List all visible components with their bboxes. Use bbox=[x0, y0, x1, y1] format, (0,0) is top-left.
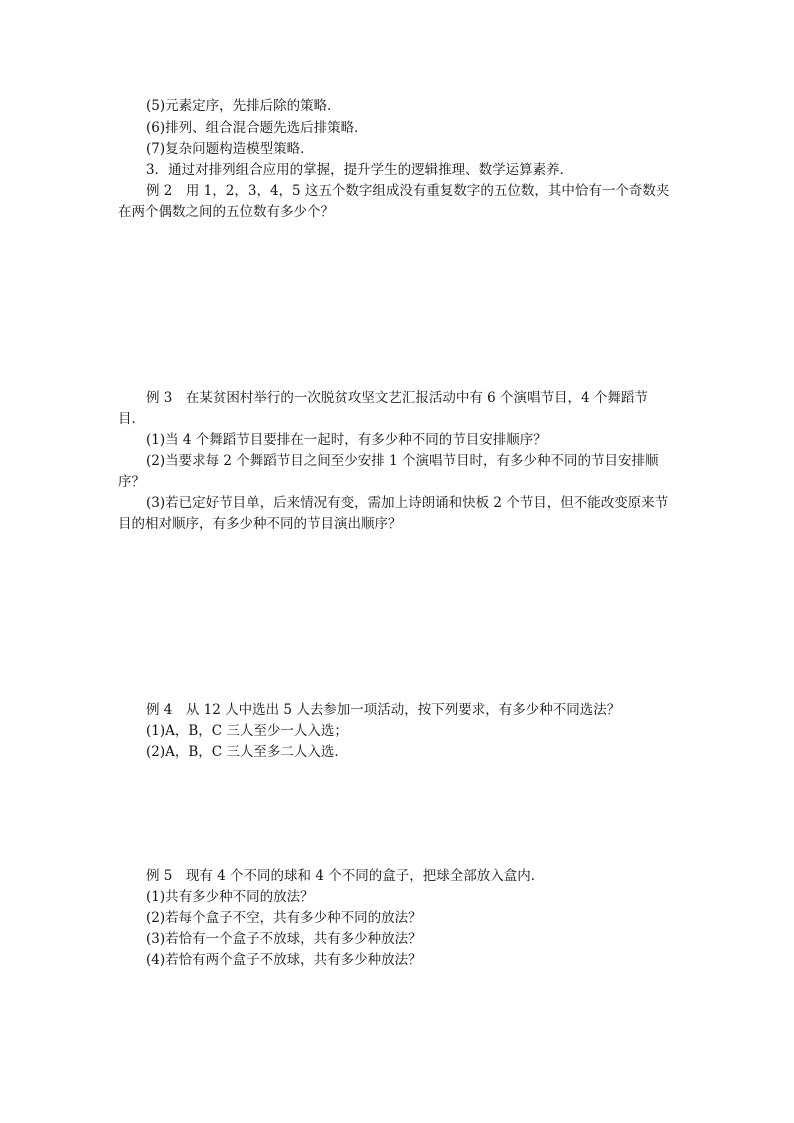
example-3-line-1: 例 3 在某贫困村举行的一次脱贫攻坚文艺汇报活动中有 6 个演唱节目，4 个舞蹈节 bbox=[146, 390, 648, 406]
example-5-question-4: (4)若恰有两个盒子不放球，共有多少种放法？ bbox=[146, 952, 422, 968]
example-5-line-1: 例 5 现有 4 个不同的球和 4 个不同的盒子，把球全部放入盒内． bbox=[146, 868, 545, 884]
strategy-5: (5)元素定序，先排后除的策略． bbox=[146, 98, 341, 114]
example-3-question-2-line-1: (2)当要求每 2 个舞蹈节目之间至少安排 1 个演唱节目时，有多少种不同的节目安排顺 bbox=[146, 453, 659, 469]
goal-3: 3．通过对排列组合应用的掌握，提升学生的逻辑推理、数学运算素养． bbox=[146, 162, 574, 178]
example-3-question-2-line-2: 序？ bbox=[118, 474, 145, 490]
example-5-question-3: (3)若恰有一个盒子不放球，共有多少种放法？ bbox=[146, 931, 422, 947]
example-5-question-2: (2)若每个盒子不空，共有多少种不同的放法？ bbox=[146, 910, 422, 926]
example-4-question-2: (2)A，B，C 三人至多二人入选． bbox=[146, 744, 348, 760]
example-5-question-1: (1)共有多少种不同的放法？ bbox=[146, 889, 314, 905]
strategy-6: (6)排列、组合混合题先选后排策略． bbox=[146, 120, 368, 136]
example-3-question-3-line-1: (3)若已定好节目单，后来情况有变，需加上诗朗诵和快板 2 个节目，但不能改变原来节 bbox=[146, 495, 669, 511]
example-4-question-1: (1)A，B，C 三人至少一人入选； bbox=[146, 723, 348, 739]
example-4-line-1: 例 4 从 12 人中选出 5 人去参加一项活动，按下列要求，有多少种不同选法？ bbox=[146, 702, 621, 718]
example-2-line-1: 例 2 用 1，2，3，4，5 这五个数字组成没有重复数字的五位数，其中恰有一个奇数夹 bbox=[146, 183, 670, 199]
example-3-question-3-line-2: 目的相对顺序，有多少种不同的节目演出顺序？ bbox=[118, 516, 402, 532]
strategy-7: (7)复杂问题构造模型策略． bbox=[146, 141, 314, 157]
example-2-line-2: 在两个偶数之间的五位数有多少个？ bbox=[118, 204, 334, 220]
example-3-question-1: (1)当 4 个舞蹈节目要排在一起时，有多少种不同的节目安排顺序？ bbox=[146, 432, 547, 448]
example-3-line-2: 目． bbox=[118, 411, 145, 427]
